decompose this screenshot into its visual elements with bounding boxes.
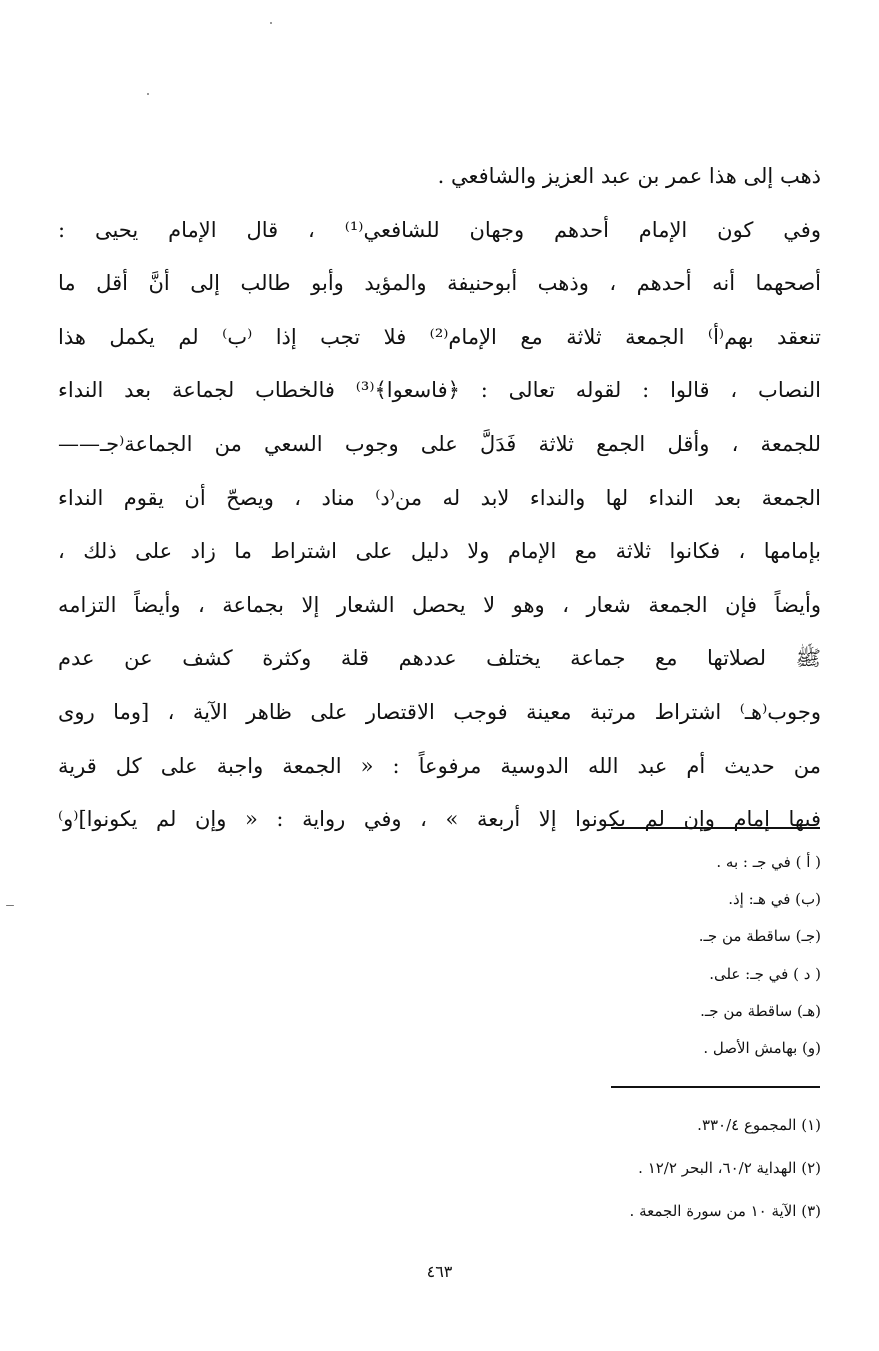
variant-note: (و) بهامش الأصل . [703,1038,821,1057]
text-line: من حديث أم عبد الله الدوسية مرفوعاً : « الجمعة واجبة على كل قرية [58,753,821,778]
scan-speck [147,93,149,95]
text-line: الجمعة بعد النداء لها والنداء لابد له من⁽د⁾ مناد ، ويصحّ أن يقوم النداء [58,485,821,510]
variant-note: (جـ) ساقطة من جـ. [698,927,821,946]
footnote-separator [611,1086,820,1088]
text-line: للجمعة ، وأقل الجمع ثلاثة فَدَلَّ على وجوب السعي من الجماعة⁽جـ—— [58,431,821,456]
text-line: النصاب ، قالوا : لقوله تعالى : ﴿فاسعوا﴾⁽³⁾ فالخطاب لجماعة بعد النداء [58,378,821,403]
text-line: ذهب إلى هذا عمر بن عبد العزيز والشافعي . [437,164,821,188]
text-line: بإمامها ، فكانوا ثلاثة مع الإمام ولا دليل على اشتراط ما زاد على ذلك ، [58,539,821,564]
scan-speck [6,905,14,906]
page-number: ٤٦٣ [426,1262,453,1281]
text-line: فيها إمام وإن لم يكونوا إلا أربعة » ، وفي رواية : « وإن لم يكونوا]⁽و⁾ [58,807,821,832]
source-note: (٢) الهداية ٦٠/٢، البحر ١٢/٢ . [638,1159,821,1177]
variant-note: ( أ ) في جـ : به . [716,853,821,871]
text-line: وجوب⁽هـ⁾ اشتراط مرتبة معينة فوجب الاقتصار على ظاهر الآية ، [وما روى [58,699,821,724]
source-note: (٣) الآية ١٠ من سورة الجمعة . [629,1202,821,1220]
variant-note: (ب) في هـ: إذ. [728,890,821,909]
source-notes [321,1104,821,1233]
variant-note: (هـ) ساقطة من جـ. [700,1001,821,1020]
variant-note: ( د ) في جـ: على. [709,964,821,983]
variant-notes [321,844,821,1067]
text-line: وأيضاً فإن الجمعة شعار ، وهو لا يحصل الشعار إلا بجماعة ، وأيضاً التزامه [58,592,821,617]
text-line: تنعقد بهم⁽أ⁾ الجمعة ثلاثة مع الإمام⁽²⁾ فلا تجب إذا ⁽ب⁾ لم يكمل هذا [58,324,821,349]
text-line: ﷺ لصلاتها مع جماعة يختلف عددهم قلة وكثرة كشف عن عدم [58,646,821,671]
text-line: وفي كون الإمام أحدهم وجهان للشافعي⁽¹⁾ ، قال الإمام يحيى : [58,217,821,242]
footnote-separator [611,827,820,829]
source-note: (١) المجموع ٣٣٠/٤. [697,1116,821,1134]
text-line: أصحهما أنه أحدهم ، وذهب أبوحنيفة والمؤيد وأبو طالب إلى أنَّ أقل ما [58,271,821,296]
main-text [58,150,821,847]
scan-speck [270,22,272,24]
